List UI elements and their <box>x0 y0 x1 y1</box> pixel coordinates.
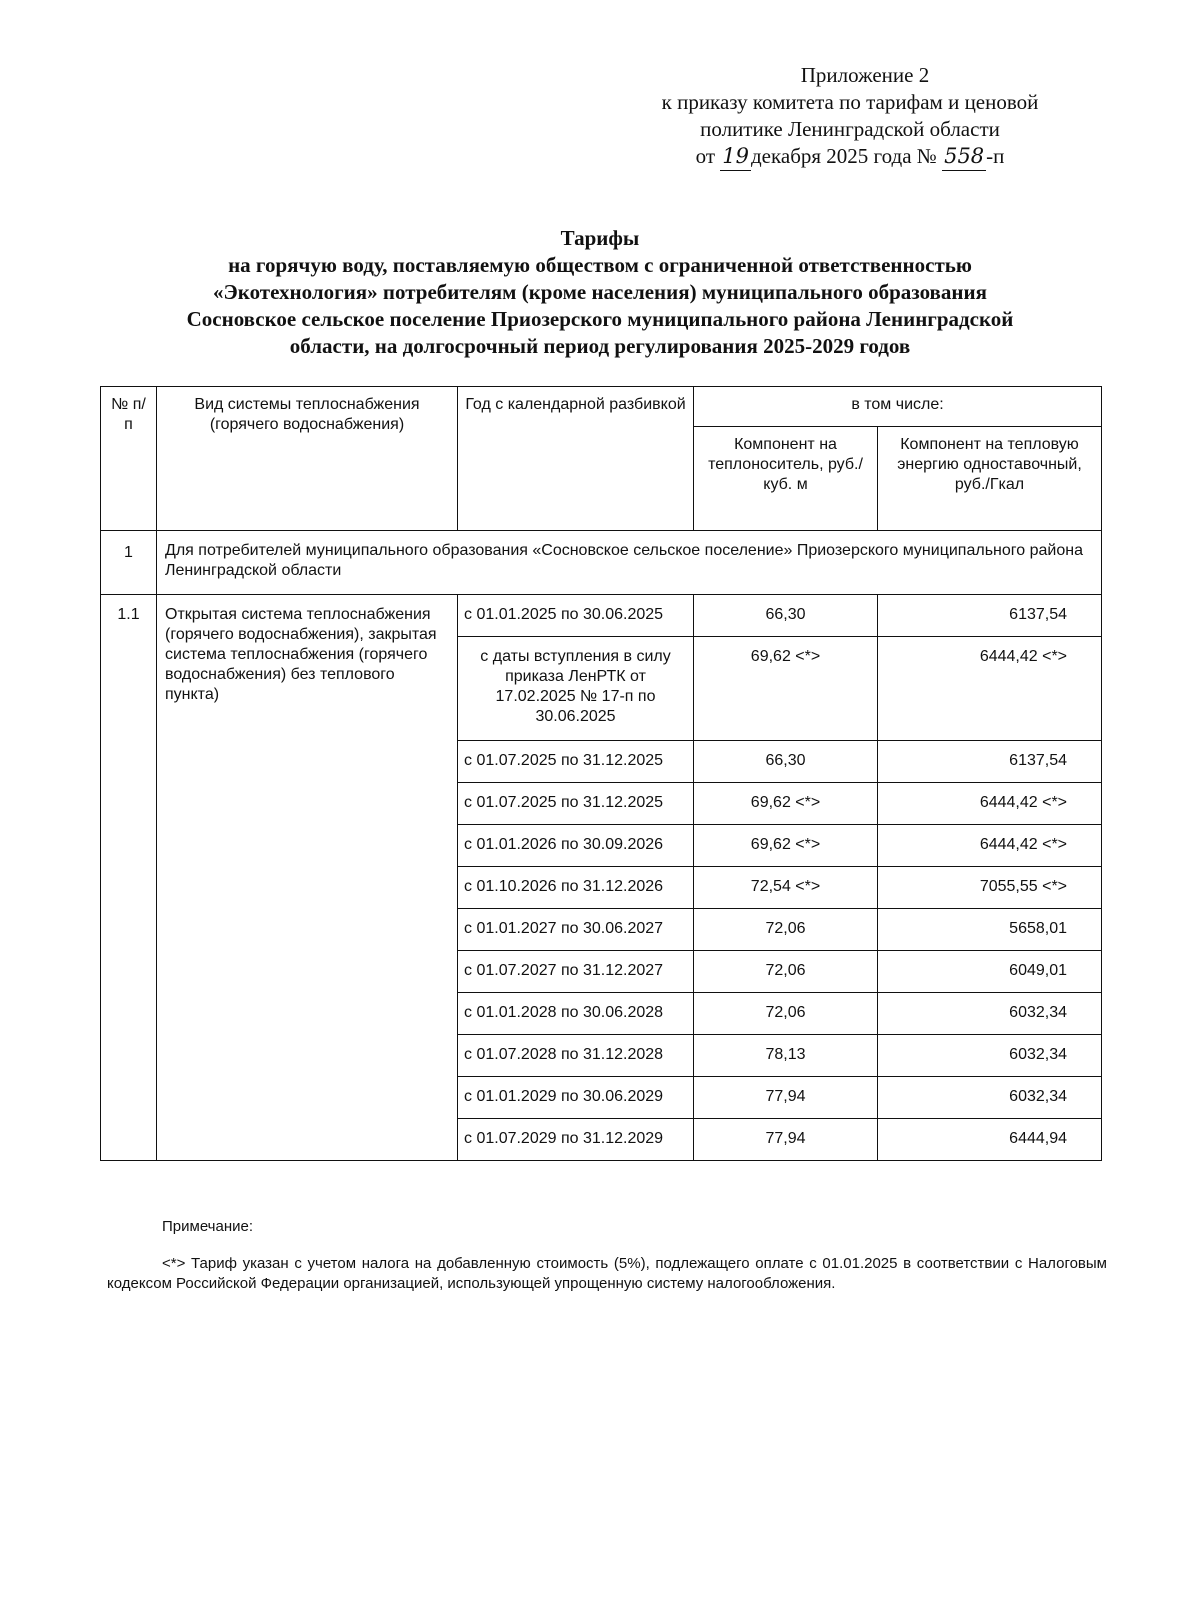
order-number: 558 <box>942 143 986 171</box>
appendix-header <box>600 62 1100 171</box>
date-prefix: от <box>695 144 715 168</box>
header-period: Год с календарной разбивкой <box>458 387 694 531</box>
appendix-line-2: к приказу комитета по тарифам и ценовой <box>661 90 1039 114</box>
carrier-cell: 72,06 <box>694 993 878 1035</box>
table-row <box>101 595 1102 637</box>
group-num: 1 <box>101 531 157 595</box>
appendix-line-1: Приложение 2 <box>800 63 930 87</box>
carrier-cell: 77,94 <box>694 1119 878 1161</box>
period-cell: с 01.01.2029 по 30.06.2029 <box>458 1077 694 1119</box>
header-including: в том числе: <box>694 387 1102 427</box>
period-cell: с 01.07.2027 по 31.12.2027 <box>458 951 694 993</box>
energy-cell: 6032,34 <box>878 993 1102 1035</box>
energy-cell: 6137,54 <box>878 741 1102 783</box>
carrier-cell: 72,06 <box>694 951 878 993</box>
period-cell: с 01.07.2028 по 31.12.2028 <box>458 1035 694 1077</box>
carrier-cell: 69,62 <*> <box>694 637 878 741</box>
carrier-cell: 66,30 <box>694 595 878 637</box>
period-cell: с 01.01.2026 по 30.09.2026 <box>458 825 694 867</box>
note-title: Примечание: <box>162 1218 253 1235</box>
carrier-cell: 77,94 <box>694 1077 878 1119</box>
period-cell: с 01.07.2029 по 31.12.2029 <box>458 1119 694 1161</box>
period-cell: с даты вступления в силу приказа ЛенРТК от 17.02.2025 № 17-п по 30.06.2025 <box>458 637 694 741</box>
carrier-cell: 69,62 <*> <box>694 783 878 825</box>
order-suffix: -п <box>986 144 1005 168</box>
period-cell: с 01.10.2026 по 31.12.2026 <box>458 867 694 909</box>
section-num: 1.1 <box>101 595 157 1161</box>
section-system: Открытая система теплоснабжения (горячего водоснабжения), закрытая система теплоснабжения (горячего водоснабжения) без теплового пункта) <box>157 595 458 1161</box>
header-carrier: Компонент на теплоноситель, руб./куб. м <box>694 427 878 531</box>
header-system: Вид системы теплоснабжения (горячего водоснабжения) <box>157 387 458 531</box>
period-cell: с 01.01.2025 по 30.06.2025 <box>458 595 694 637</box>
period-cell: с 01.07.2025 по 31.12.2025 <box>458 741 694 783</box>
footnote: <*> Тариф указан с учетом налога на добавленную стоимость (5%), подлежащего оплате с 01.01.2025 в соответствии с Налоговым кодексом Российской Федерации организацией, использующей упрощенную систему налогообложения. <box>107 1255 1107 1292</box>
table-header-row <box>101 387 1102 427</box>
energy-cell: 5658,01 <box>878 909 1102 951</box>
title-line-1: Тарифы <box>560 226 640 250</box>
date-middle: декабря 2025 года № <box>750 144 937 168</box>
energy-cell: 6049,01 <box>878 951 1102 993</box>
group-text: Для потребителей муниципального образования «Сосновское сельское поселение» Приозерского муниципального района Ленинградской области <box>157 531 1102 595</box>
title-line-2: на горячую воду, поставляемую обществом с ограниченной ответственностью <box>228 253 972 277</box>
energy-cell: 6032,34 <box>878 1077 1102 1119</box>
appendix-line-3: политике Ленинградской области <box>700 117 1000 141</box>
energy-cell: 6032,34 <box>878 1035 1102 1077</box>
header-num: № п/п <box>101 387 157 531</box>
energy-cell: 6444,94 <box>878 1119 1102 1161</box>
energy-cell: 6137,54 <box>878 595 1102 637</box>
header-energy: Компонент на тепловую энергию одноставочный, руб./Гкал <box>878 427 1102 531</box>
title-line-3: «Экотехнология» потребителям (кроме населения) муниципального образования <box>213 280 987 304</box>
carrier-cell: 69,62 <*> <box>694 825 878 867</box>
title-line-4: Сосновское сельское поселение Приозерского муниципального района Ленинградской <box>186 307 1014 331</box>
document-title <box>100 225 1100 360</box>
carrier-cell: 72,54 <*> <box>694 867 878 909</box>
date-day: 19 <box>720 143 751 171</box>
carrier-cell: 66,30 <box>694 741 878 783</box>
carrier-cell: 78,13 <box>694 1035 878 1077</box>
energy-cell: 6444,42 <*> <box>878 825 1102 867</box>
appendix-date-line <box>600 143 1100 171</box>
carrier-cell: 72,06 <box>694 909 878 951</box>
energy-cell: 7055,55 <*> <box>878 867 1102 909</box>
period-cell: с 01.01.2027 по 30.06.2027 <box>458 909 694 951</box>
period-cell: с 01.07.2025 по 31.12.2025 <box>458 783 694 825</box>
period-cell: с 01.01.2028 по 30.06.2028 <box>458 993 694 1035</box>
energy-cell: 6444,42 <*> <box>878 783 1102 825</box>
energy-cell: 6444,42 <*> <box>878 637 1102 741</box>
group-row <box>101 531 1102 595</box>
title-line-5: области, на долгосрочный период регулирования 2025-2029 годов <box>289 334 911 358</box>
tariffs-table <box>100 386 1102 1161</box>
